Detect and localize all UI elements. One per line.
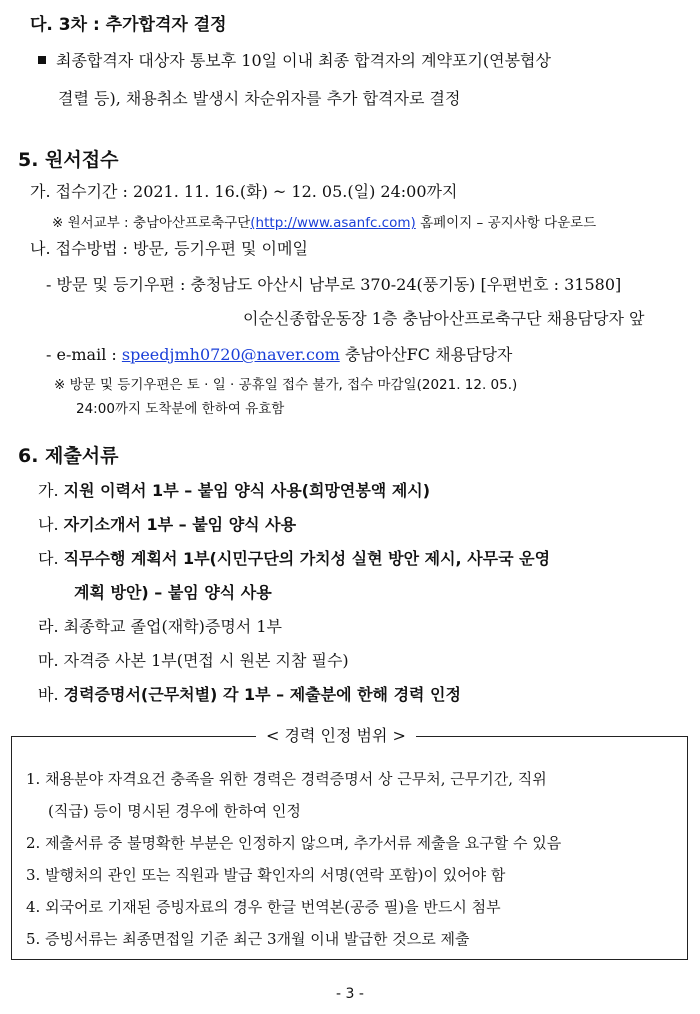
doc-item-license (38, 648, 349, 671)
doc-item-marker: 마. (38, 651, 59, 670)
section5-title: 5. 원서접수 (18, 149, 119, 171)
doc-item-career (38, 682, 461, 705)
section6-title: 6. 제출서류 (18, 445, 119, 467)
notice-line2: 24:00까지 도착분에 한하여 유효함 (76, 401, 285, 417)
career-rule-4: 4. 외국어로 기재된 증빙자료의 경우 한글 번역본(공증 필)을 반드시 첨부 (26, 898, 501, 916)
application-period: 가. 접수기간 : 2021. 11. 16.(화) ~ 12. 05.(일) 24:00까지 (30, 182, 458, 201)
email-suffix: 충남아산FC 채용담당자 (339, 345, 513, 364)
career-rule-1: 1. 채용분야 자격요건 충족을 위한 경력은 경력증명서 상 근무처, 근무기간, 직위 (26, 770, 547, 788)
doc-item-text: 경력증명서(근무처별) 각 1부 – 제출분에 한해 경력 인정 (63, 685, 461, 704)
doc-item-text: 자기소개서 1부 – 붙임 양식 사용 (63, 515, 297, 534)
doc-item-marker: 가. (38, 481, 59, 500)
stage3-bullet-line2: 결렬 등), 채용취소 발생시 차순위자를 추가 합격자로 결정 (58, 89, 461, 108)
application-method: 나. 접수방법 : 방문, 등기우편 및 이메일 (30, 239, 308, 258)
doc-item-graduation (38, 614, 282, 637)
square-bullet-icon (38, 56, 46, 64)
stage3-bullet-text: 최종합격자 대상자 통보후 10일 이내 최종 합격자의 계약포기(연봉협상 (56, 51, 551, 70)
doc-item-resume (38, 478, 430, 501)
doc-item-job-plan-cont: 계획 방안) – 붙임 양식 사용 (74, 583, 272, 602)
doc-item-self-intro (38, 512, 296, 535)
visit-address-line2: 이순신종합운동장 1층 충남아산프로축구단 채용담당자 앞 (243, 309, 645, 328)
doc-item-text: 지원 이력서 1부 – 붙임 양식 사용(희망연봉액 제시) (63, 481, 431, 500)
homepage-link[interactable]: (http://www.asanfc.com) (250, 215, 416, 231)
email-prefix: - e-mail : (46, 345, 122, 364)
doc-item-job-plan (38, 546, 550, 569)
doc-item-text: 자격증 사본 1부(면접 시 원본 지참 필수) (63, 651, 349, 670)
visit-address-line1: - 방문 및 등기우편 : 충청남도 아산시 남부로 370-24(풍기동) [우편번호 : 31580] (46, 275, 622, 294)
notice-line1: ※ 방문 및 등기우편은 토 · 일 · 공휴일 접수 불가, 접수 마감일(2021. 12. 05.) (54, 377, 518, 393)
form-note-suffix: 홈페이지 – 공지사항 다운로드 (415, 215, 597, 231)
email-line (46, 342, 512, 365)
doc-item-text: 최종학교 졸업(재학)증명서 1부 (63, 617, 282, 636)
career-rule-2: 2. 제출서류 중 불명확한 부분은 인정하지 않으며, 추가서류 제출을 요구할 수 있음 (26, 834, 562, 852)
form-note (52, 211, 596, 231)
doc-item-marker: 라. (38, 617, 59, 636)
career-rule-3: 3. 발행처의 관인 또는 직원과 발급 확인자의 서명(연락 포함)이 있어야 함 (26, 866, 506, 884)
doc-item-marker: 나. (38, 515, 59, 534)
stage3-heading: 다. 3차 : 추가합격자 결정 (30, 15, 227, 35)
stage3-bullet-line1 (38, 48, 551, 71)
form-note-prefix: ※ 원서교부 : 충남아산프로축구단 (52, 215, 251, 231)
doc-item-marker: 다. (38, 549, 59, 568)
career-range-title: < 경력 인정 범위 > (256, 723, 416, 746)
email-link[interactable]: speedjmh0720@naver.com (121, 345, 340, 364)
doc-item-text: 직무수행 계획서 1부(시민구단의 가치성 실현 방안 제시, 사무국 운영 (63, 549, 551, 568)
doc-item-marker: 바. (38, 685, 59, 704)
page-number: - 3 - (336, 986, 364, 1002)
career-rule-1-cont: (직급) 등이 명시된 경우에 한하여 인정 (48, 802, 301, 820)
career-rule-5: 5. 증빙서류는 최종면접일 기준 최근 3개월 이내 발급한 것으로 제출 (26, 930, 470, 948)
